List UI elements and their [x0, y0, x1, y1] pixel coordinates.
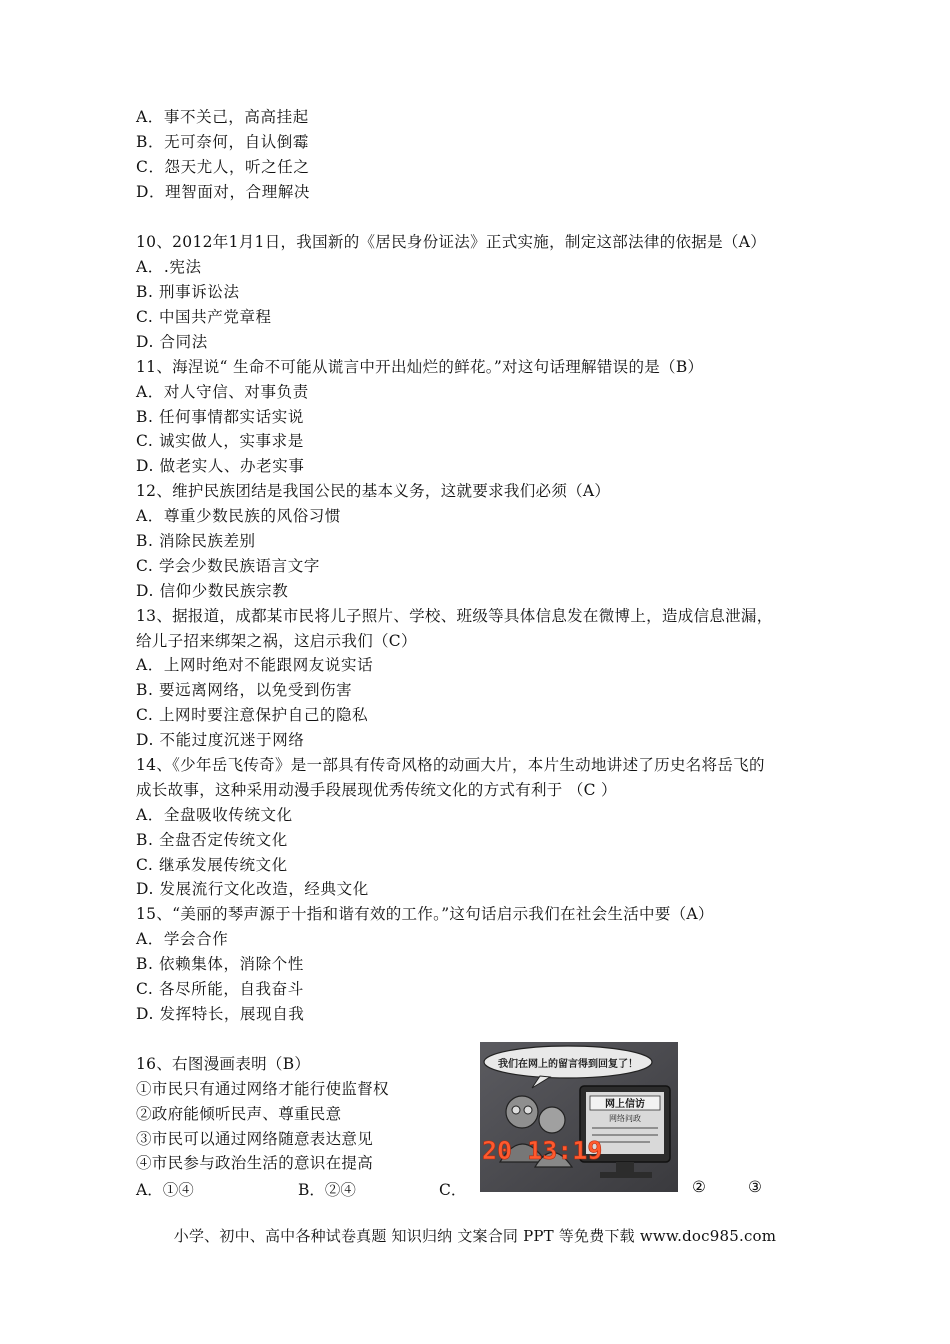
q16-answer-row [136, 1178, 816, 1200]
q14-stem-line1: 14、《少年岳飞传奇》是一部具有传奇风格的动画大片，本片生动地讲述了历史名将岳飞的 [136, 756, 765, 774]
q13-option-a: A．上网时绝对不能跟网友说实话 [136, 656, 374, 674]
q9-option-a: A．事不关己，高高挂起 [136, 108, 309, 126]
q12-stem: 12、维护民族团结是我国公民的基本义务，这就要求我们必须（A） [136, 482, 611, 500]
q15-option-a: A．学会合作 [136, 930, 229, 948]
q13-option-b: B. 要远离网络，以免受到伤害 [136, 681, 353, 699]
q16-answer-a: A．①④ [136, 1181, 194, 1199]
q14-option-a: A．全盘吸收传统文化 [136, 806, 293, 824]
q16-answer-c-tail1: ② [692, 1178, 706, 1196]
q11-stem: 11、海涅说“ 生命不可能从谎言中开出灿烂的鲜花。”对这句话理解错误的是（B） [136, 358, 704, 376]
q11-option-c: C. 诚实做人，实事求是 [136, 432, 304, 450]
q10-option-b: B. 刑事诉讼法 [136, 283, 240, 301]
comic-illustration [480, 1042, 678, 1192]
q16-statement-3: ③市民可以通过网络随意表达意见 [136, 1130, 374, 1148]
q15-option-d: D. 发挥特长，展现自我 [136, 1005, 305, 1023]
q14-option-d: D. 发展流行文化改造，经典文化 [136, 880, 369, 898]
q16-answer-c-tail2: ③ [748, 1178, 762, 1196]
q11-option-a: A．对人守信、对事负责 [136, 383, 309, 401]
q12-option-d: D. 信仰少数民族宗教 [136, 582, 289, 600]
q13-option-d: D. 不能过度沉迷于网络 [136, 731, 305, 749]
q10-stem: 10、2012年1月1日，我国新的《居民身份证法》正式实施，制定这部法律的依据是（A） [136, 233, 766, 251]
speech-bubble-text: 我们在网上的留言得到回复了！ [498, 1059, 638, 1070]
q16-answer-b: B．②④ [298, 1181, 356, 1199]
screen-subtitle: 网络问政 [609, 1114, 641, 1123]
q9-option-b: B．无可奈何，自认倒霉 [136, 133, 309, 151]
q14-option-c: C. 继承发展传统文化 [136, 856, 288, 874]
q12-option-c: C. 学会少数民族语言文字 [136, 557, 320, 575]
screen-title: 网上信访 [605, 1099, 645, 1110]
q16-statement-1: ①市民只有通过网络才能行使监督权 [136, 1080, 389, 1098]
q9-option-c: C．怨天尤人，听之任之 [136, 158, 310, 176]
q12-option-a: A．尊重少数民族的风俗习惯 [136, 507, 341, 525]
q16-statement-2: ②政府能倾听民声、尊重民意 [136, 1105, 342, 1123]
q16-answer-c: C． [439, 1181, 467, 1199]
q14-option-b: B. 全盘否定传统文化 [136, 831, 288, 849]
q15-option-b: B. 依赖集体，消除个性 [136, 955, 304, 973]
q11-option-d: D. 做老实人、办老实事 [136, 457, 305, 475]
q13-option-c: C. 上网时要注意保护自己的隐私 [136, 706, 369, 724]
q10-option-a: A．.宪法 [136, 258, 202, 276]
q15-option-c: C. 各尽所能，自我奋斗 [136, 980, 304, 998]
q11-option-b: B. 任何事情都实话实说 [136, 408, 304, 426]
q14-stem-line2: 成长故事，这种采用动漫手段展现优秀传统文化的方式有利于 （C ） [136, 781, 617, 799]
q13-stem-line2: 给儿子招来绑架之祸，这启示我们（C） [136, 632, 417, 650]
comic-image [480, 1042, 678, 1192]
q12-option-b: B. 消除民族差别 [136, 532, 256, 550]
q10-option-c: C. 中国共产党章程 [136, 308, 272, 326]
q13-stem-line1: 13、据报道，成都某市民将儿子照片、学校、班级等具体信息发在微博上，造成信息泄漏， [136, 607, 773, 625]
camera-timestamp: 20 13:19 [482, 1136, 603, 1165]
q15-stem: 15、“美丽的琴声源于十指和谐有效的工作。”这句话启示我们在社会生活中要（A） [136, 905, 714, 923]
q9-option-d: D．理智面对，合理解决 [136, 183, 311, 201]
page-footer: 小学、初中、高中各种试卷真题 知识归纳 文案合同 PPT 等免费下载 www.doc985.com [173, 1227, 777, 1245]
q10-option-d: D. 合同法 [136, 333, 208, 351]
q16-statement-4: ④市民参与政治生活的意识在提高 [136, 1154, 374, 1172]
q16-stem: 16、右图漫画表明（B） [136, 1055, 311, 1073]
